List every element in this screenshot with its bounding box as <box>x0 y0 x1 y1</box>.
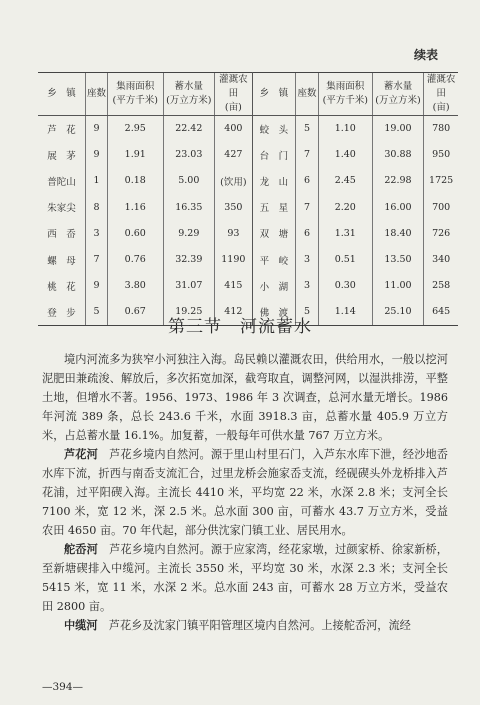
continued-label: 续表 <box>413 48 438 62</box>
table-cell: 30.88 <box>372 142 424 168</box>
table-cell: 1.16 <box>107 194 163 220</box>
table-cell: 8 <box>86 194 108 220</box>
table-cell: (饮用) <box>215 168 253 194</box>
table-cell: 25.10 <box>372 299 424 325</box>
table-cell: 22.42 <box>163 116 215 142</box>
table-cell: 1.31 <box>318 220 372 246</box>
table-cell: 登 步 <box>38 299 86 325</box>
table-cell: 9.29 <box>163 220 215 246</box>
table-row <box>38 142 458 168</box>
column-header: 灌溉农田 (亩) <box>215 73 253 116</box>
table-row <box>38 273 458 299</box>
table-row <box>38 168 458 194</box>
table-cell: 5.00 <box>163 168 215 194</box>
body-text <box>42 350 448 635</box>
table-cell: 5 <box>296 299 319 325</box>
paragraph <box>42 540 448 616</box>
river-name: 中缆河 <box>64 618 98 632</box>
column-header: 蓄水量 (万立方米) <box>163 73 215 116</box>
column-header: 乡 镇 <box>252 73 296 116</box>
table-cell: 6 <box>296 220 319 246</box>
table-cell: 19.25 <box>163 299 215 325</box>
table-cell: 16.00 <box>372 194 424 220</box>
table-cell: 16.35 <box>163 194 215 220</box>
table-row <box>38 246 458 272</box>
table-cell: 5 <box>296 116 319 142</box>
table-cell: 32.39 <box>163 246 215 272</box>
paragraph-text: 境内河流多为狭窄小河独注入海。岛民赖以灌溉农田，供给用水，一般以挖河泥肥田兼疏浚、解放后，多次拓宽加深，截弯取直，调整河网，以湿洪排涝，平整土地，但增水不著。1956、1973、1986 年 3 次调查，总河水量无增长。1986 年河流 389 条，总长 243.6 千米，水面 3918.3 亩，总蓄水量 405.9 万立方米，占总蓄水量 16.1%。加复蓄，一般每年可供水量 767 万立方米。 <box>42 353 448 442</box>
table-cell: 1190 <box>215 246 253 272</box>
column-header: 蓄水量 (万立方米) <box>372 73 424 116</box>
table-cell: 佛 渡 <box>252 299 296 325</box>
table-cell: 台 门 <box>259 150 289 162</box>
table-cell: 6 <box>296 168 319 194</box>
table-cell: 0.18 <box>107 168 163 194</box>
page-number: —394— <box>42 681 84 693</box>
table-cell: 7 <box>86 246 108 272</box>
table-row <box>38 194 458 220</box>
paragraph-text: 芦花乡及沈家门镇平阳管理区境内自然河。上接舵岙河，流经 <box>97 619 411 632</box>
table-cell: 18.40 <box>372 220 424 246</box>
column-header: 灌溉农田 (亩) <box>424 73 458 116</box>
column-header: 座数 <box>296 73 319 116</box>
paragraph-text: 芦花乡境内自然河。源于里山村里石门，入芦东水库下泄，经沙地岙水库下流，折西与南岙支流汇合，过里龙桥会施家岙支流，经砚碶头外龙桥排入芦花浦，过平阳碶入海。主流长 4410 米，平均宽 22 米，水深 2.8 米；支河全长 7100 米，宽 12 米，深 2.5 米。总水面 300 亩，可蓄水 43.7 万立方米，受益农田 4650 亩。70 年代起，部分供沈家门镇工业、居民用水。 <box>42 448 448 537</box>
table-cell: 412 <box>215 299 253 325</box>
column-header: 座数 <box>86 73 108 116</box>
table-cell: 9 <box>86 273 108 299</box>
table-cell: 7 <box>296 194 319 220</box>
paragraph <box>42 350 448 445</box>
paragraph-text: 芦花乡境内自然河。源于应家湾，经花家墩，过颜家桥、徐家新桥，至新塘碶排入中缆河。主流长 3550 米，平均宽 30 米，水深 2.3 米；支河全长 5415 米，宽 11 米，水深 2 米。总水面 243 亩，可蓄水 28 万立方米，受益农田 2800 亩。 <box>42 543 448 613</box>
table-cell: 1.40 <box>318 142 372 168</box>
table-row <box>38 220 458 246</box>
table-cell: 415 <box>215 273 253 299</box>
column-header: 集雨面积 (平方千米) <box>318 73 372 116</box>
table-cell: 427 <box>215 142 253 168</box>
table-cell: 340 <box>424 246 458 272</box>
table-cell: 蛟 头 <box>259 124 289 136</box>
table-cell: 9 <box>86 116 108 142</box>
table-cell: 2.20 <box>318 194 372 220</box>
table-cell: 3 <box>296 246 319 272</box>
reservoir-table <box>38 72 458 326</box>
table-cell: 1.14 <box>318 299 372 325</box>
table-cell: 小 湖 <box>259 281 289 293</box>
table-cell: 2.45 <box>318 168 372 194</box>
table-cell: 13.50 <box>372 246 424 272</box>
table-row <box>38 116 458 142</box>
table-cell: 0.76 <box>107 246 163 272</box>
table-cell: 7 <box>296 142 319 168</box>
table-cell: 五 星 <box>259 203 289 215</box>
table-cell: 普陀山 <box>47 176 76 188</box>
section-title: 第三节 河流蓄水 <box>168 317 312 337</box>
table-cell: 3.80 <box>107 273 163 299</box>
table-cell: 22.98 <box>372 168 424 194</box>
table-cell: 31.07 <box>163 273 215 299</box>
table-cell: 0.67 <box>107 299 163 325</box>
table-cell: 0.30 <box>318 273 372 299</box>
paragraph <box>42 445 448 540</box>
table-cell: 258 <box>424 273 458 299</box>
table-cell: 726 <box>424 220 458 246</box>
table-cell: 1.91 <box>107 142 163 168</box>
table-cell: 0.60 <box>107 220 163 246</box>
table-cell: 龙 山 <box>259 176 289 188</box>
column-header: 乡 镇 <box>38 73 86 116</box>
table-cell: 0.51 <box>318 246 372 272</box>
table-cell: 桃 花 <box>47 281 76 293</box>
table-cell: 9 <box>86 142 108 168</box>
table-header-row <box>38 73 458 116</box>
table-cell: 780 <box>424 116 458 142</box>
table-cell: 展 茅 <box>47 150 76 162</box>
table-cell: 11.00 <box>372 273 424 299</box>
table-cell: 93 <box>215 220 253 246</box>
river-name: 芦花河 <box>64 447 98 461</box>
table-cell: 1725 <box>424 168 458 194</box>
table-cell: 双 塘 <box>259 229 289 241</box>
table-cell: 23.03 <box>163 142 215 168</box>
table-cell: 400 <box>215 116 253 142</box>
table-cell: 950 <box>424 142 458 168</box>
table-cell: 5 <box>86 299 108 325</box>
paragraph <box>42 616 448 635</box>
table-cell: 3 <box>296 273 319 299</box>
table-cell: 螺 母 <box>47 255 76 267</box>
table-cell: 1.10 <box>318 116 372 142</box>
table-cell: 3 <box>86 220 108 246</box>
table-cell: 350 <box>215 194 253 220</box>
table-cell: 700 <box>424 194 458 220</box>
table-cell: 645 <box>424 299 458 325</box>
table-cell: 19.00 <box>372 116 424 142</box>
column-header: 集雨面积 (平方千米) <box>107 73 163 116</box>
table-cell: 芦 花 <box>47 124 76 136</box>
table-cell: 西 岙 <box>47 229 76 241</box>
table-cell: 1 <box>86 168 108 194</box>
table-cell: 2.95 <box>107 116 163 142</box>
river-name: 舵岙河 <box>64 542 98 556</box>
table-cell: 朱家尖 <box>47 203 76 215</box>
table-cell: 平 峧 <box>259 255 289 267</box>
